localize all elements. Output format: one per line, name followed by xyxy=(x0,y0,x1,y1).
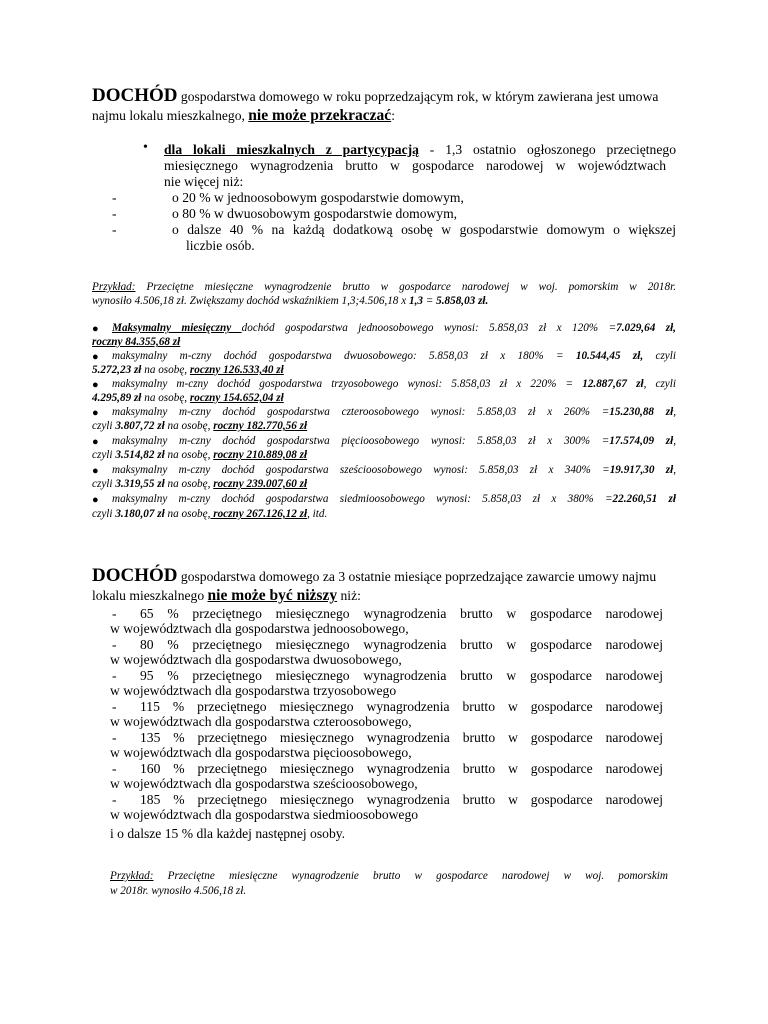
max-item-3-line1 xyxy=(112,377,676,392)
max-item-2-suffix: czyli xyxy=(643,350,676,362)
section2-item-text: % przeciętnego miesięcznego wynagrodzenia brutto w gospodarce narodowej xyxy=(160,730,663,745)
section2-closing: i o dalsze 15 % dla każdej następnej osoby. xyxy=(110,826,346,841)
section2-item-line2: w województwach dla gospodarstwa sześcioosobowego, xyxy=(110,776,418,791)
max-item-3-value: 12.887,67 zł xyxy=(582,378,644,390)
section2-item-text: % przeciętnego miesięcznego wynagrodzenia brutto w gospodarce narodowej xyxy=(160,792,663,807)
bullet-icon: • xyxy=(143,140,148,155)
example1-line1-text: Przeciętne miesięczne wynagrodzenie brutto w gospodarce narodowej w woj. pomorskim w 2018r. xyxy=(135,281,676,293)
section1-title-line2-text: najmu lokalu mieszkalnego, xyxy=(92,108,249,123)
section2-item-line1 xyxy=(140,606,663,622)
section2-item-percent: 95 xyxy=(140,668,154,683)
section1-title-rest: gospodarstwa domowego w roku poprzedzającym rok, w którym zawierana jest umowa xyxy=(177,89,659,104)
max-item-7-line1 xyxy=(112,492,676,507)
dash-item-2: o 80 % w dwuosobowym gospodarstwie domowym, xyxy=(172,206,458,221)
max-item-4-line1 xyxy=(112,405,676,420)
max-item-6-suffix: , xyxy=(673,464,677,476)
bullet-icon: ● xyxy=(92,407,99,419)
section1-title-emphasis: nie może przekraczać xyxy=(248,107,392,124)
example2-label: Przykład: xyxy=(110,870,154,882)
max-item-6-text: maksymalny m-czny dochód gospodarstwa sześcioosobowego wynosi: 5.858,03 zł x 340% = xyxy=(112,464,610,476)
max-item-7-per-person: 3.180,07 zł xyxy=(115,508,165,520)
bullet-icon: ● xyxy=(92,351,99,363)
bullet-line3: nie więcej niż: xyxy=(164,174,244,189)
bullet-line1-rest: - 1,3 ostatnio ogłoszonego przeciętnego xyxy=(418,142,676,157)
section2-item-line1 xyxy=(140,699,663,715)
section2-item-line1 xyxy=(140,730,663,746)
max-item-6-line2 xyxy=(92,477,307,492)
example1-line2-text: wynosiło 4.506,18 zł. Zwiększamy dochód wskaźnikiem 1,3;4.506,18 x xyxy=(92,295,409,307)
max-item-3-annual: roczny 154.652,04 zł xyxy=(189,392,284,404)
example2-line1 xyxy=(110,869,668,884)
max-item-7-per-person-label: na osobę, xyxy=(164,508,211,520)
max-item-2-annual: roczny 126.533,40 zł xyxy=(189,364,284,376)
max-item-7-value: 22.260,51 zł xyxy=(612,493,676,505)
section2-item-percent: 135 xyxy=(140,730,161,745)
bullet-heading: dla lokali mieszkalnych z partycypacją xyxy=(164,142,419,157)
section2-title-line2 xyxy=(92,588,361,604)
max-item-2-per-person: 5.272,23 zł xyxy=(92,364,142,376)
bullet-line1 xyxy=(164,142,676,158)
example1-equals: = xyxy=(422,295,437,307)
max-item-2-per-person-label: na osobę, xyxy=(141,364,190,376)
example2-line1-text: Przeciętne miesięczne wynagrodzenie brutto w gospodarce narodowej w woj. pomorskim xyxy=(153,870,668,882)
section2-title-post: niż: xyxy=(337,588,361,603)
section2-item-line2: w województwach dla gospodarstwa pięcioosobowego, xyxy=(110,745,412,760)
section2-item-line1 xyxy=(140,637,663,653)
dash-marker: - xyxy=(112,699,117,714)
dash-marker: - xyxy=(112,206,117,221)
section2-title-strong: DOCHÓD xyxy=(92,565,178,586)
max-item-5-line2 xyxy=(92,448,307,463)
max-item-6-line1 xyxy=(112,463,676,478)
section1-title-colon: : xyxy=(391,108,395,123)
max-item-7-line2 xyxy=(92,507,327,522)
max-item-4-line2 xyxy=(92,419,307,434)
max-item-7-etc: , itd. xyxy=(307,508,328,520)
max-item-1-annual: roczny 84.355,68 zł xyxy=(92,336,181,348)
example1-line1 xyxy=(92,280,676,295)
dash-marker: - xyxy=(112,668,117,683)
max-item-6-value: 19.917,30 zł xyxy=(609,464,674,476)
section2-item-line1 xyxy=(140,792,663,808)
dash-item-3-continuation: liczbie osób. xyxy=(186,238,255,253)
max-item-4-text: maksymalny m-czny dochód gospodarstwa czteroosobowego wynosi: 5.858,03 zł x 260% = xyxy=(112,406,610,418)
section2-item-line2: w województwach dla gospodarstwa czteroosobowego, xyxy=(110,714,412,729)
dash-marker: - xyxy=(112,222,117,237)
max-item-6-prefix: czyli xyxy=(92,478,116,490)
section2-item-text: % przeciętnego miesięcznego wynagrodzenia brutto w gospodarce narodowej xyxy=(153,668,663,683)
max-item-1-line1 xyxy=(112,321,676,336)
section2-item-percent: 115 xyxy=(140,699,160,714)
max-item-5-line1 xyxy=(112,434,676,449)
max-item-7-annual: roczny 267.126,12 zł xyxy=(210,508,308,520)
max-item-4-per-person: 3.807,72 zł xyxy=(115,420,165,432)
dash-marker: - xyxy=(112,761,117,776)
example1-factor: 1,3 xyxy=(408,295,423,307)
max-item-5-prefix: czyli xyxy=(92,449,116,461)
example1-result: 5.858,03 zł. xyxy=(436,295,489,307)
section2-item-line2: w województwach dla gospodarstwa jednoosobowego, xyxy=(110,621,409,636)
max-item-3-line2 xyxy=(92,391,284,406)
section2-item-percent: 80 xyxy=(140,637,154,652)
max-item-2-text: maksymalny m-czny dochód gospodarstwa dwuosobowego: 5.858,03 zł x 180% = xyxy=(112,350,576,362)
bullet-icon: ● xyxy=(92,465,99,477)
max-item-4-value: 15.230,88 zł xyxy=(609,406,674,418)
dash-item-3: o dalsze 40 % na każdą dodatkową osobę w gospodarstwie domowym o większej xyxy=(172,222,676,237)
max-item-5-per-person: 3.514,82 zł xyxy=(115,449,165,461)
max-item-3-per-person: 4.295,89 zł xyxy=(92,392,142,404)
max-item-3-per-person-label: na osobę, xyxy=(141,392,190,404)
dash-marker: - xyxy=(112,606,117,621)
max-item-5-per-person-label: na osobę, xyxy=(164,449,214,461)
max-item-4-annual: roczny 182.770,56 zł xyxy=(213,420,308,432)
section2-title-emphasis: nie może być niższy xyxy=(207,587,338,604)
section2-item-line1 xyxy=(140,761,663,777)
example1-label: Przykład: xyxy=(92,281,136,293)
bullet-icon: ● xyxy=(92,494,99,506)
section1-title-line1 xyxy=(92,85,659,106)
section2-title-rest: gospodarstwa domowego za 3 ostatnie miesiące poprzedzające zawarcie umowy najmu xyxy=(177,569,657,584)
section2-item-line2: w województwach dla gospodarstwa siedmioosobowego xyxy=(110,807,419,822)
max-item-3-suffix: , czyli xyxy=(643,378,676,390)
dash-marker: - xyxy=(112,730,117,745)
bullet-icon: ● xyxy=(92,323,99,335)
section2-title-line2-text: lokalu mieszkalnego xyxy=(92,588,208,603)
section2-title-line1 xyxy=(92,565,657,586)
max-item-6-per-person: 3.319,55 zł xyxy=(115,478,165,490)
max-item-5-annual: roczny 210.889,08 zł xyxy=(213,449,308,461)
max-item-4-prefix: czyli xyxy=(92,420,116,432)
section2-item-line2: w województwach dla gospodarstwa dwuosobowego, xyxy=(110,652,402,667)
bullet-icon: ● xyxy=(92,379,99,391)
dash-item-1: o 20 % w jednoosobowym gospodarstwie domowym, xyxy=(172,190,464,205)
section1-title-strong: DOCHÓD xyxy=(92,85,178,106)
max-item-1-label: Maksymalny miesięczny xyxy=(112,322,242,334)
dash-marker: - xyxy=(112,637,117,652)
max-item-6-annual: roczny 239.007,60 zł xyxy=(213,478,308,490)
section2-item-percent: 185 xyxy=(140,792,161,807)
dash-marker: - xyxy=(112,792,117,807)
section1-title-line2 xyxy=(92,108,395,124)
section2-item-line1 xyxy=(140,668,663,684)
max-item-5-value: 17.574,09 zł xyxy=(609,435,674,447)
section2-item-text: % przeciętnego miesięcznego wynagrodzenia brutto w gospodarce narodowej xyxy=(153,637,663,652)
max-item-1-text: dochód gospodarstwa jednoosobowego wynosi: 5.858,03 zł x 120% = xyxy=(241,322,617,334)
max-item-5-text: maksymalny m-czny dochód gospodarstwa pięcioosobowego wynosi: 5.858,03 zł x 300% = xyxy=(112,435,610,447)
section2-item-text: % przeciętnego miesięcznego wynagrodzenia brutto w gospodarce narodowej xyxy=(159,699,663,714)
bullet-icon: ● xyxy=(92,436,99,448)
bullet-line2: miesięcznego wynagrodzenia brutto w gospodarce narodowej w województwach xyxy=(164,158,666,173)
max-item-2-line1 xyxy=(112,349,676,364)
section2-item-percent: 65 xyxy=(140,606,154,621)
max-item-4-suffix: , xyxy=(673,406,676,418)
section2-item-percent: 160 xyxy=(140,761,161,776)
max-item-2-value: 10.544,45 zł, xyxy=(575,350,644,362)
max-item-3-text: maksymalny m-czny dochód gospodarstwa trzyosobowego wynosi: 5.858,03 zł x 220% = xyxy=(112,378,583,390)
max-item-4-per-person-label: na osobę, xyxy=(164,420,214,432)
dash-marker: - xyxy=(112,190,117,205)
example2-line2: w 2018r. wynosiło 4.506,18 zł. xyxy=(110,885,247,897)
max-item-6-per-person-label: na osobę, xyxy=(164,478,214,490)
section2-item-text: % przeciętnego miesięcznego wynagrodzenia brutto w gospodarce narodowej xyxy=(160,761,663,776)
max-item-7-prefix: czyli xyxy=(92,508,116,520)
section2-item-text: % przeciętnego miesięcznego wynagrodzenia brutto w gospodarce narodowej xyxy=(153,606,663,621)
max-item-2-line2 xyxy=(92,363,284,378)
section2-item-line2: w województwach dla gospodarstwa trzyosobowego xyxy=(110,683,397,698)
max-item-7-text: maksymalny m-czny dochód gospodarstwa siedmioosobowego wynosi: 5.858,03 zł x 380% = xyxy=(112,493,613,505)
max-item-1-value: 7.029,64 zł, xyxy=(616,322,676,334)
example1-line2 xyxy=(92,294,488,309)
max-item-1-line2 xyxy=(92,335,180,350)
max-item-5-suffix: , xyxy=(673,435,676,447)
